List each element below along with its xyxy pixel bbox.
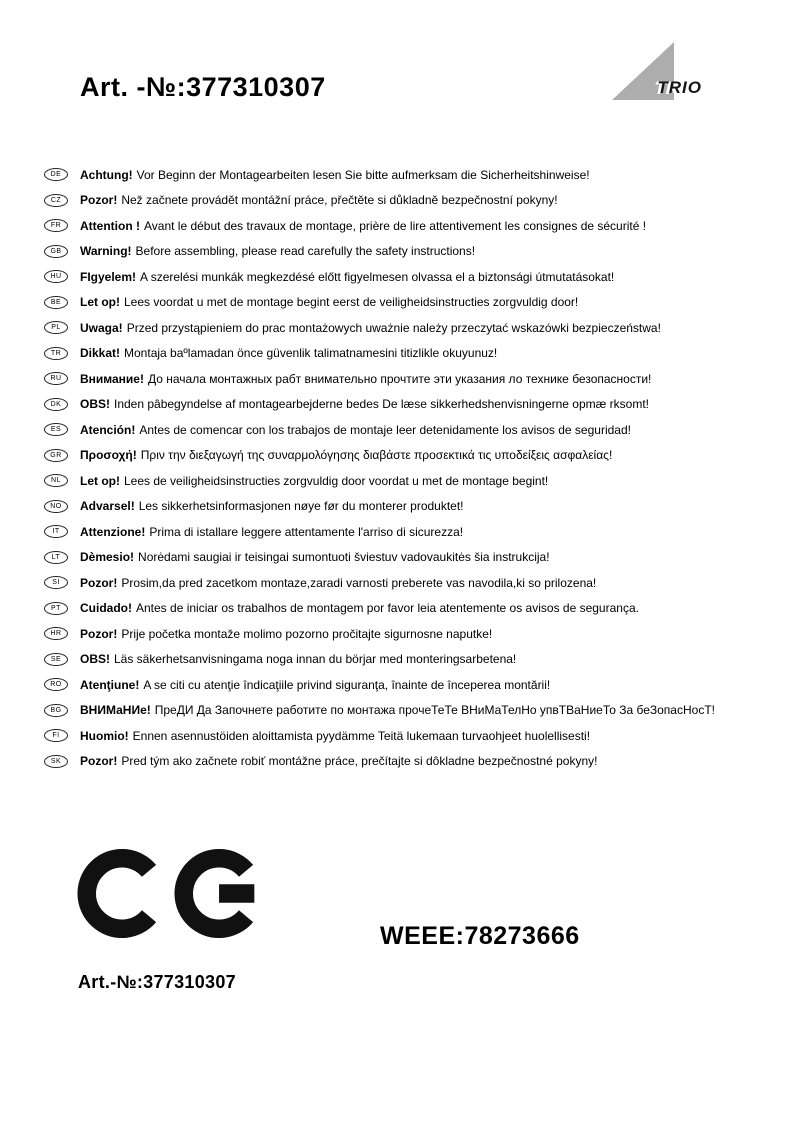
warning-row-ru: [44, 366, 766, 392]
country-badge-tr: TR: [44, 347, 68, 360]
warning-row-ro: [44, 672, 766, 698]
warning-message: [80, 525, 463, 539]
warning-row-be: [44, 290, 766, 316]
warning-message: [80, 601, 639, 615]
warning-text: Vor Beginn der Montagearbeiten lesen Sie bitte aufmerksam die Sicherheitshinweise!: [136, 167, 590, 182]
warning-keyword: Let op!: [80, 473, 120, 488]
warning-text: A se citi cu atenţie îndicaţiile privind siguranţa, înainte de începerea montării!: [143, 677, 551, 692]
warning-text: A szerelési munkák megkezdésé előtt figyelmesen olvassa el a biztonsági útmutatásokat!: [140, 269, 615, 284]
warning-message: [80, 703, 715, 717]
warning-message: [80, 346, 497, 360]
country-badge-gb: GB: [44, 245, 68, 258]
warning-row-lt: [44, 545, 766, 571]
warning-message: [80, 729, 590, 743]
safety-warning-list: [44, 162, 766, 774]
warning-keyword: Uwaga!: [80, 320, 123, 335]
warning-text: Pred tým ako začnete robiť montážne práce, prečítajte si dôkladne bezpečnostné pokyny!: [121, 754, 598, 769]
country-badge-hr: HR: [44, 627, 68, 640]
warning-text: Lees de veiligheidsinstructies zorgvuldig door voordat u met de montage begint!: [124, 473, 549, 488]
trio-logo-text: TRIO: [657, 78, 702, 97]
warning-keyword: Attenzione!: [80, 524, 146, 539]
warning-text: Lees voordat u met de montage begint eerst de veiligheidsinstructies zorgvuldig door!: [124, 295, 579, 310]
warning-keyword: Achtung!: [80, 167, 133, 182]
warning-text: Norėdami saugiai ir teisingai sumontuoti šviestuv vadovaukitės šia instrukcija!: [138, 550, 550, 565]
country-badge-hu: HU: [44, 270, 68, 283]
warning-row-si: [44, 570, 766, 596]
warning-keyword: Atenţiune!: [80, 677, 140, 692]
country-badge-dk: DK: [44, 398, 68, 411]
country-badge-si: SI: [44, 576, 68, 589]
warning-row-tr: [44, 341, 766, 367]
country-badge-ru: RU: [44, 372, 68, 385]
warning-row-dk: [44, 392, 766, 418]
warning-keyword: Pozor!: [80, 754, 118, 769]
warning-message: [80, 321, 661, 335]
warning-message: [80, 219, 646, 233]
warning-text: Läs säkerhetsanvisningama noga innan du börjar med monteringsarbetena!: [114, 652, 517, 667]
country-badge-nl: NL: [44, 474, 68, 487]
warning-text: ПреДИ Да Започнете работите по монтажа прочеТеТе ВНиМаТелНо упвТВаНиеТо За беЗопасНосТ!: [154, 703, 715, 718]
warning-text: Prije početka montaže molimo pozorno pročitajte sigurnosne naputke!: [121, 626, 493, 641]
warning-keyword: Προσοχή!: [80, 448, 137, 463]
warning-message: [80, 576, 596, 590]
warning-text: До начала монтажных рабт внимательно прочтите эти указания ло технике безопасности!: [147, 371, 652, 386]
warning-message: [80, 627, 492, 641]
warning-keyword: ВНИМаНИе!: [80, 703, 151, 718]
ce-mark-icon: [76, 845, 266, 947]
warning-message: [80, 397, 649, 411]
warning-keyword: Cuidado!: [80, 601, 132, 616]
warning-keyword: Attention !: [80, 218, 140, 233]
warning-message: [80, 652, 516, 666]
article-number-footer: Art.-№:377310307: [78, 972, 236, 992]
country-badge-lt: LT: [44, 551, 68, 564]
warning-keyword: Pozor!: [80, 626, 118, 641]
warning-text: Prima di istallare leggere attentamente l'arriso di sicurezza!: [149, 524, 464, 539]
warning-row-no: [44, 494, 766, 520]
warning-text: Prosim,da pred zacetkom montaze,zaradi varnosti preberete vas navodila,ki so prilozena!: [121, 575, 597, 590]
warning-keyword: OBS!: [80, 652, 110, 667]
warning-keyword: Pozor!: [80, 575, 118, 590]
warning-message: [80, 754, 597, 768]
warning-text: Inden pâbegyndelse af montagearbejderne bedes De læse sikkerhedshenvisningerne opmæ rksomt!: [114, 397, 649, 412]
country-badge-fr: FR: [44, 219, 68, 232]
warning-row-es: [44, 417, 766, 443]
country-badge-cz: CZ: [44, 194, 68, 207]
warning-row-hu: [44, 264, 766, 290]
warning-message: [80, 499, 464, 513]
warning-keyword: Huomio!: [80, 728, 129, 743]
warning-keyword: Pozor!: [80, 193, 118, 208]
warning-message: [80, 295, 578, 309]
warning-message: [80, 423, 631, 437]
country-badge-fi: FI: [44, 729, 68, 742]
warning-row-pl: [44, 315, 766, 341]
warning-row-pt: [44, 596, 766, 622]
warning-keyword: Advarsel!: [80, 499, 135, 514]
warning-keyword: Внимание!: [80, 371, 144, 386]
warning-row-nl: [44, 468, 766, 494]
warning-message: [80, 168, 590, 182]
country-badge-se: SE: [44, 653, 68, 666]
warning-text: Ennen asennustöiden aloittamista pyydämme Teitä lukemaan turvaohjeet huolellisesti!: [132, 728, 591, 743]
warning-row-sk: [44, 749, 766, 775]
country-badge-be: BE: [44, 296, 68, 309]
warning-row-se: [44, 647, 766, 673]
country-badge-no: NO: [44, 500, 68, 513]
warning-row-de: [44, 162, 766, 188]
warning-message: [80, 270, 614, 284]
article-number-header: Art. -№:377310307: [80, 72, 326, 102]
country-badge-gr: GR: [44, 449, 68, 462]
country-badge-pl: PL: [44, 321, 68, 334]
country-badge-de: DE: [44, 168, 68, 181]
country-badge-ro: RO: [44, 678, 68, 691]
country-badge-sk: SK: [44, 755, 68, 768]
warning-text: Než začnete provádět montážní práce, přečtěte si důkladně bezpečnostní pokyny!: [121, 193, 558, 208]
warning-message: [80, 678, 550, 692]
warning-row-gb: [44, 239, 766, 265]
warning-keyword: OBS!: [80, 397, 110, 412]
warning-keyword: Let op!: [80, 295, 120, 310]
country-badge-es: ES: [44, 423, 68, 436]
warning-message: [80, 372, 651, 386]
warning-text: Antes de iniciar os trabalhos de montagem por favor leia atentemente os avisos de segurança.: [136, 601, 639, 616]
warning-row-fr: [44, 213, 766, 239]
warning-text: Πριν την διεξαγωγή της συναρμολόγησης διαβάστε προσεκτικά τις υποδείξεις ασφαλείας!: [140, 448, 613, 463]
warning-keyword: Atención!: [80, 422, 136, 437]
trio-logo: [612, 42, 702, 100]
warning-message: [80, 193, 558, 207]
warning-text: Avant le début des travaux de montage, prière de lire attentivement les consignes de sécurité !: [143, 218, 647, 233]
country-badge-pt: PT: [44, 602, 68, 615]
warning-text: Before assembling, please read carefully the safety instructions!: [135, 244, 476, 259]
warning-message: [80, 244, 475, 258]
warning-row-gr: [44, 443, 766, 469]
warning-row-hr: [44, 621, 766, 647]
warning-keyword: Warning!: [80, 244, 132, 259]
warning-keyword: Dikkat!: [80, 346, 121, 361]
warning-keyword: FIgyelem!: [80, 269, 137, 284]
warning-row-bg: [44, 698, 766, 724]
warning-text: Przed przystąpieniem do prac montażowych uważnie należy przeczytać wskazówki bezpieczeństwa!: [126, 320, 661, 335]
warning-row-cz: [44, 188, 766, 214]
country-badge-bg: BG: [44, 704, 68, 717]
warning-text: Les sikkerhetsinformasjonen nøye før du monterer produktet!: [138, 499, 464, 514]
warning-message: [80, 474, 548, 488]
warning-keyword: Dèmesio!: [80, 550, 135, 565]
warning-row-it: [44, 519, 766, 545]
warning-message: [80, 448, 612, 462]
warning-row-fi: [44, 723, 766, 749]
warning-message: [80, 550, 550, 564]
country-badge-it: IT: [44, 525, 68, 538]
weee-number: WEEE:78273666: [380, 922, 580, 950]
warning-text: Montaja baºlamadan önce güvenlik talimatnamesini titizlikle okuyunuz!: [124, 346, 498, 361]
warning-text: Antes de comencar con los trabajos de montaje leer detenidamente los avisos de seguridad!: [139, 422, 631, 437]
